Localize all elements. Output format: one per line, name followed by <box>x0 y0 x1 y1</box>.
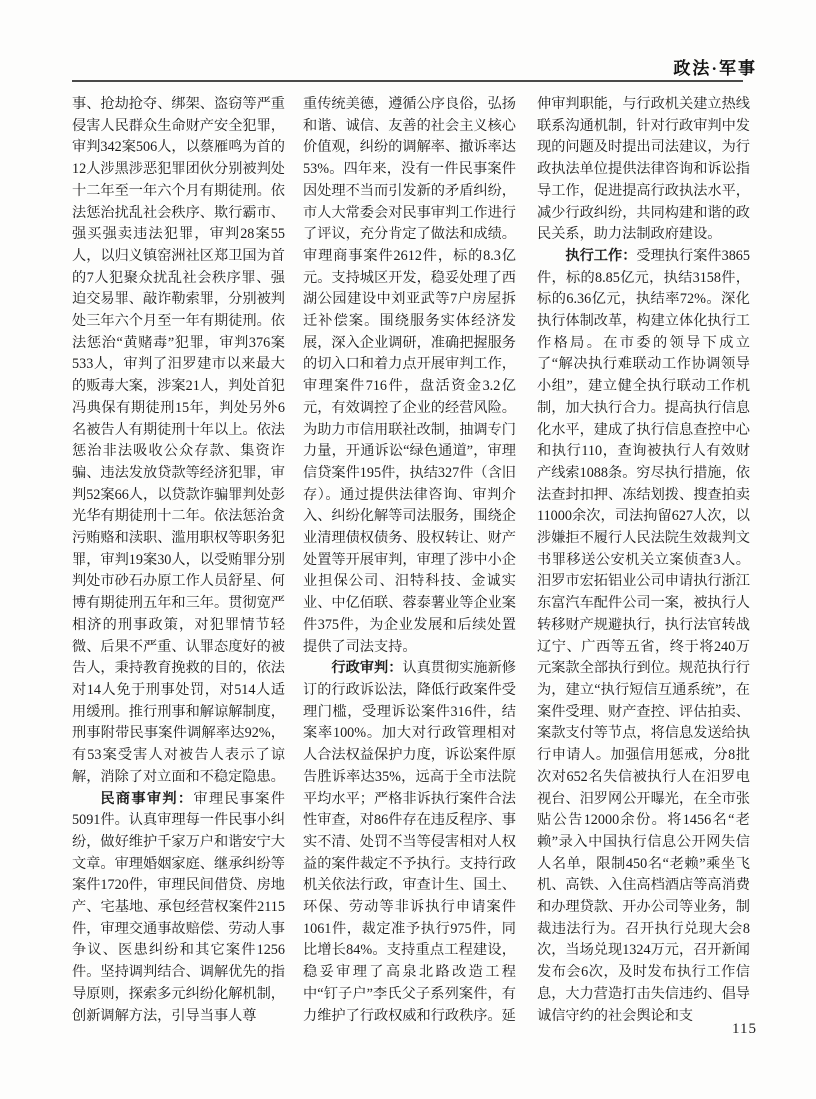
running-head-section-title: 政法·军事 <box>673 59 757 78</box>
page-number: 115 <box>732 1021 757 1037</box>
paragraph-administrative-trial <box>303 658 516 1027</box>
paragraph-enforcement-work <box>537 246 750 1027</box>
text-column-3 <box>537 94 750 1052</box>
paragraph-text: 受理执行案件3865件，标的8.85亿元，执结3158件，标的6.36亿元，执结率72%。深化执行体制改革，构建立体化执行工作格局。在市委的领导下成立了“解决执行难联动工作协调领导小组”，建立健全执行联动工作机制，加大执行合力。提高执行信息化水平，建成了执行信息查控中心和执行110，查询被执行人有效财产线索1088条。穷尽执行措施，依法查封扣押、冻结划拨、搜查拍卖11000余次，司法拘留627人次，以涉嫌拒不履行人民法院生效裁判文书罪移送公安机关立案侦查3人。汨罗市宏拓铝业公司申请执行浙江东富汽车配件公司一案，被执行人转移财产规避执行，执行法官转战辽宁、广西等五省，终于将240万元案款全部执行到位。规范执行行为，建立“执行短信互通系统”，在案件受理、财产查控、评估拍卖、案款支付等节点，将信息发送给执行申请人。加强信用惩戒，分8批次对652名失信被执行人在汨罗电视台、汨罗网公开曝光，在全市张贴公告12000余份。将1456名“老赖”录入中国执行信息公开网失信人名单，限制450名“老赖”乘坐飞机、高铁、入住高档酒店等高消费和办理贷款、开办公司等业务，制裁违法行为。召开执行兑现大会8次，当场兑现1324万元，召开新闻发布会6次，及时发布执行工作信息，大力营造打击失信违约、倡导诚信守约的社会舆论和支 <box>537 247 750 1024</box>
header-rule <box>72 80 743 82</box>
paragraph-continuation <box>303 94 516 658</box>
paragraph-continuation <box>537 94 750 246</box>
paragraph-heading: 执行工作： <box>565 247 637 264</box>
paragraph-heading: 行政审判： <box>331 660 403 677</box>
paragraph-heading: 民商事审判： <box>100 790 194 807</box>
text-column-1 <box>72 94 285 1052</box>
paragraph-continuation <box>72 94 285 789</box>
paragraph-civil-commercial-trial <box>72 789 285 1028</box>
paragraph-text: 事、抢劫抢夺、绑架、盗窃等严重侵害人民群众生命财产安全犯罪，审判342案506人，以蔡雁鸣为首的12人涉黑涉恶犯罪团伙分别被判处十二年至一年六个月有期徒刑。依法惩治扰乱社会秩序、欺行霸市、强买强卖违法犯罪，审判28案55人，以归义镇窑洲社区郑卫国为首的7人犯聚众扰乱社会秩序罪、强迫交易罪、敲诈勒索罪，分别被判处三年六个月至一年有期徒刑。依法惩治“黄赌毒”犯罪，审判376案533人，审判了汨罗建市以来最大的贩毒大案，涉案21人，判处首犯冯典保有期徒刑15年，判处另外6名被告人有期徒刑十年以上。依法惩治非法吸收公众存款、集资诈骗、违法发放贷款等经济犯罪，审判52案66人，以贷款诈骗罪判处彭光华有期徒刑十二年。依法惩治贪污贿赂和渎职、滥用职权等职务犯罪，审判19案30人，以受贿罪分别判处市砂石办原工作人员舒星、何博有期徒刑五年和三年。贯彻宽严相济的刑事政策，对犯罪情节轻微、后果不严重、认罪态度好的被告人，秉持教育挽救的目的，依法对14人免于刑事处罚，对514人适用缓刑。推行刑事和解谅解制度，刑事附带民事案件调解率达92%，有53案受害人对被告人表示了谅解，消除了对立面和不稳定隐患。 <box>72 96 285 785</box>
text-column-2 <box>303 94 516 1052</box>
paragraph-text: 重传统美德，遵循公序良俗，弘扬和谐、诚信、友善的社会主义核心价值观，纠纷的调解率、撤诉率达53%。四年来，没有一件民事案件因处理不当而引发新的矛盾纠纷，市人大常委会对民事审判工作进行了评议，充分肯定了做法和成绩。审理商事案件2612件，标的8.3亿元。支持城区开发，稳妥处理了西湖公园建设中刘亚武等7户房屋拆迁补偿案。围绕服务实体经济发展，深入企业调研，准确把握服务的切入口和着力点开展审判工作，审理案件716件，盘活资金3.2亿元，有效调控了企业的经营风险。为助力市信用联社改制，抽调专门力量，开通诉讼“绿色通道”，审理信贷案件195件，执结327件（含旧存）。通过提供法律咨询、审判介入、纠纷化解等司法服务，围绕企业清理债权债务、股权转让、财产处置等开展审判，审理了涉中小企业担保公司、汨特科技、金诚实业、中亿佰联、蓉泰薯业等企业案件375件，为企业发展和后续处置提供了司法支持。 <box>303 96 516 655</box>
paragraph-text: 审理民事案件5091件。认真审理每一件民事小纠纷，做好维护千家万户和谐安宁大文章。审理婚姻家庭、继承纠纷等案件1720件，审理民间借贷、房地产、宅基地、承包经营权案件2115件，审理交通事故赔偿、劳动人事争议、医患纠纷和其它案件1256件。坚持调判结合、调解优先的指导原则，探索多元纠纷化解机制，创新调解方法，引导当事人尊 <box>72 790 285 1024</box>
paragraph-text: 伸审判职能，与行政机关建立热线联系沟通机制，针对行政审判中发现的问题及时提出司法建议，为行政执法单位提供法律咨询和诉讼指导工作，促进提高行政执法水平，减少行政纠纷，共同构建和谐的政民关系，助力法制政府建设。 <box>537 96 750 243</box>
paragraph-text: 认真贯彻实施新修订的行政诉讼法，降低行政案件受理门槛，受理诉讼案件316件，结案率100%。加大对行政管理相对人合法权益保护力度，诉讼案件原告胜诉率达35%，远高于全市法院平均水平；严格非诉执行案件合法性审查，对86件存在违反程序、事实不清、处罚不当等侵害相对人权益的案件裁定不予执行。支持行政机关依法行政，审查计生、国土、环保、劳动等非诉执行申请案件1061件，裁定准予执行975件，同比增长84%。支持重点工程建设，稳妥审理了高泉北路改造工程中“钉子户”李氏父子系列案件，有力维护了行政权威和行政秩序。延 <box>303 660 516 1024</box>
